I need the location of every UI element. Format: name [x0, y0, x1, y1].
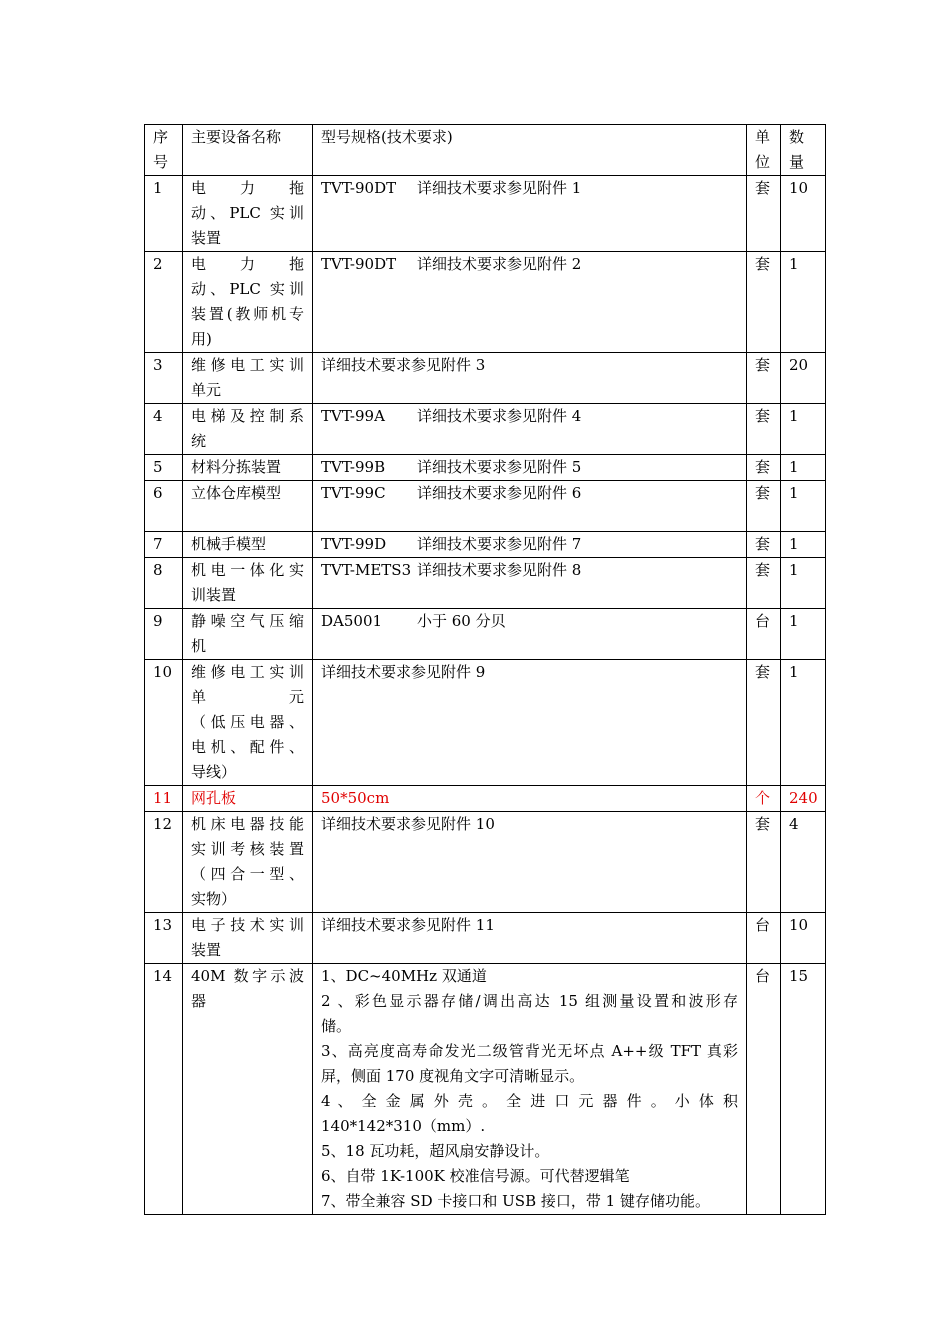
- quantity: 10: [781, 913, 826, 964]
- row-index: 11: [145, 786, 183, 812]
- equipment-name: [183, 609, 313, 660]
- table-row: [145, 353, 826, 404]
- equipment-spec: [313, 558, 747, 609]
- quantity: 240: [781, 786, 826, 812]
- spec-text: 详细技术要求参见附件 1: [417, 179, 582, 197]
- row-index: 5: [145, 455, 183, 481]
- spec-text: 详细技术要求参见附件 9: [321, 663, 486, 681]
- equipment-spec: [313, 481, 747, 532]
- equipment-spec: [313, 252, 747, 353]
- row-index: 14: [145, 964, 183, 1215]
- equipment-name-line: 动、PLC 实训: [191, 204, 304, 222]
- table-row: [145, 455, 826, 481]
- equipment-name: [183, 176, 313, 252]
- model-number: TVT-99D: [321, 535, 387, 553]
- equipment-table: [144, 124, 826, 1215]
- equipment-name: [183, 812, 313, 913]
- unit: 台: [747, 609, 781, 660]
- equipment-name-line: 维修电工实训: [191, 356, 304, 374]
- equipment-name-line: 维修电工实训: [191, 663, 304, 681]
- model-number: TVT-90DT: [321, 255, 397, 273]
- table-row: [145, 812, 826, 913]
- row-index: 1: [145, 176, 183, 252]
- header-qty: 数 量: [781, 125, 826, 176]
- equipment-spec: [313, 532, 747, 558]
- table-row: [145, 532, 826, 558]
- spec-text: 小于 60 分贝: [417, 612, 506, 630]
- model-number: TVT-METS3: [321, 561, 412, 579]
- equipment-spec: [313, 455, 747, 481]
- spec-text: 详细技术要求参见附件 10: [321, 815, 495, 833]
- spec-text: 50*50cm: [321, 789, 390, 807]
- equipment-name: [183, 786, 313, 812]
- unit: 套: [747, 532, 781, 558]
- spec-text: 详细技术要求参见附件 4: [417, 407, 582, 425]
- quantity: 4: [781, 812, 826, 913]
- table-row: [145, 252, 826, 353]
- table-row: [145, 660, 826, 786]
- header-unit: 单 位: [747, 125, 781, 176]
- row-index: 8: [145, 558, 183, 609]
- equipment-name-line: 机械手模型: [191, 535, 267, 553]
- quantity: 15: [781, 964, 826, 1215]
- table-row: [145, 913, 826, 964]
- model-number: DA5001: [321, 612, 383, 630]
- quantity: 1: [781, 455, 826, 481]
- equipment-name: [183, 964, 313, 1215]
- row-index: 4: [145, 404, 183, 455]
- spec-line: 6、自带 1K-100K 校准信号源。可代替逻辑笔: [321, 1167, 630, 1185]
- unit: 套: [747, 660, 781, 786]
- equipment-spec: [313, 404, 747, 455]
- equipment-name-line: 立体仓库模型: [191, 484, 282, 502]
- row-index: 2: [145, 252, 183, 353]
- table-row: [145, 176, 826, 252]
- unit: 台: [747, 913, 781, 964]
- equipment-name: [183, 404, 313, 455]
- spec-line: 2 、彩色显示器存储/调出高达 15 组测量设置和波形存: [321, 992, 738, 1010]
- equipment-name-line: 电机、配件、: [191, 738, 304, 756]
- quantity: 1: [781, 532, 826, 558]
- unit: 套: [747, 558, 781, 609]
- equipment-spec: [313, 609, 747, 660]
- equipment-spec: [313, 964, 747, 1215]
- equipment-name-line: 导线）: [191, 763, 237, 781]
- model-number: TVT-99A: [321, 407, 385, 425]
- equipment-spec: [313, 176, 747, 252]
- spec-text: 详细技术要求参见附件 2: [417, 255, 582, 273]
- equipment-name-line: 电 力 拖: [191, 255, 304, 273]
- equipment-name-line: （四合一型、: [191, 865, 304, 883]
- spec-line: 3、高亮度高寿命发光二级管背光无坏点 A++级 TFT 真彩: [321, 1042, 738, 1060]
- quantity: 1: [781, 558, 826, 609]
- equipment-name-line: 训装置: [191, 586, 237, 604]
- quantity: 1: [781, 609, 826, 660]
- table-row: [145, 964, 826, 1215]
- equipment-name-line: 单元: [191, 381, 222, 399]
- quantity: 10: [781, 176, 826, 252]
- row-index: 10: [145, 660, 183, 786]
- equipment-name-line: 实训考核装置: [191, 840, 304, 858]
- equipment-name-line: 器: [191, 992, 207, 1010]
- spec-line: 140*142*310（mm）.: [321, 1117, 486, 1135]
- equipment-name-line: 电梯及控制系: [191, 407, 304, 425]
- table-row: [145, 404, 826, 455]
- unit: 套: [747, 481, 781, 532]
- equipment-name: [183, 455, 313, 481]
- equipment-name-line: 实物）: [191, 890, 237, 908]
- equipment-spec: [313, 913, 747, 964]
- quantity: 20: [781, 353, 826, 404]
- unit: 套: [747, 252, 781, 353]
- equipment-name-line: 用): [191, 330, 212, 348]
- row-index: 12: [145, 812, 183, 913]
- equipment-name-line: 40M 数字示波: [191, 967, 304, 985]
- row-index: 3: [145, 353, 183, 404]
- unit: 套: [747, 812, 781, 913]
- equipment-name: [183, 252, 313, 353]
- unit: 个: [747, 786, 781, 812]
- equipment-name-line: 网孔板: [191, 789, 237, 807]
- row-index: 7: [145, 532, 183, 558]
- model-number: TVT-99C: [321, 484, 386, 502]
- equipment-name-line: 动、PLC 实训: [191, 280, 304, 298]
- spec-line: 4 、 全 金 属 外 壳 。 全 进 口 元 器 件 。 小 体 积: [321, 1092, 738, 1110]
- spec-text: 详细技术要求参见附件 11: [321, 916, 495, 934]
- equipment-spec: [313, 812, 747, 913]
- equipment-name: [183, 558, 313, 609]
- spec-text: 详细技术要求参见附件 3: [321, 356, 486, 374]
- equipment-name-line: 电子技术实训: [191, 916, 304, 934]
- equipment-spec: [313, 660, 747, 786]
- equipment-name-line: 装置: [191, 229, 222, 247]
- equipment-spec: [313, 786, 747, 812]
- equipment-name: [183, 660, 313, 786]
- spec-line: 7、带全兼容 SD 卡接口和 USB 接口，带 1 键存储功能。: [321, 1192, 710, 1210]
- header-name: 主要设备名称: [183, 125, 313, 176]
- quantity: 1: [781, 404, 826, 455]
- spec-text: 详细技术要求参见附件 8: [417, 561, 582, 579]
- spec-line: 储。: [321, 1017, 352, 1035]
- header-row: [145, 125, 826, 176]
- model-number: TVT-90DT: [321, 179, 397, 197]
- unit: 套: [747, 455, 781, 481]
- equipment-name-line: 机床电器技能: [191, 815, 304, 833]
- table-row: [145, 481, 826, 532]
- spec-text: 详细技术要求参见附件 5: [417, 458, 582, 476]
- row-index: 9: [145, 609, 183, 660]
- model-number: TVT-99B: [321, 458, 386, 476]
- table-row: [145, 786, 826, 812]
- equipment-name: [183, 481, 313, 532]
- equipment-name-line: 装置: [191, 941, 222, 959]
- spec-line: 5、18 瓦功耗，超风扇安静设计。: [321, 1142, 550, 1160]
- spec-line: 屏，侧面 170 度视角文字可清晰显示。: [321, 1067, 585, 1085]
- unit: 台: [747, 964, 781, 1215]
- row-index: 6: [145, 481, 183, 532]
- equipment-name-line: 材料分拣装置: [191, 458, 282, 476]
- equipment-spec: [313, 353, 747, 404]
- row-index: 13: [145, 913, 183, 964]
- table-row: [145, 609, 826, 660]
- equipment-name-line: 机: [191, 637, 207, 655]
- equipment-name-line: 电 力 拖: [191, 179, 304, 197]
- equipment-name-line: 装置(教师机专: [191, 305, 304, 323]
- header-spec: 型号规格(技术要求): [313, 125, 747, 176]
- equipment-name-line: 单元: [191, 688, 304, 706]
- unit: 套: [747, 176, 781, 252]
- equipment-name-line: 统: [191, 432, 207, 450]
- equipment-name-line: 机电一体化实: [191, 561, 304, 579]
- unit: 套: [747, 353, 781, 404]
- spec-text: 详细技术要求参见附件 7: [417, 535, 582, 553]
- equipment-name: [183, 532, 313, 558]
- equipment-name: [183, 913, 313, 964]
- unit: 套: [747, 404, 781, 455]
- quantity: 1: [781, 252, 826, 353]
- quantity: 1: [781, 660, 826, 786]
- spec-line: 1、DC~40MHz 双通道: [321, 967, 487, 985]
- header-index: 序 号: [145, 125, 183, 176]
- equipment-name-line: 静噪空气压缩: [191, 612, 304, 630]
- equipment-name: [183, 353, 313, 404]
- quantity: 1: [781, 481, 826, 532]
- equipment-name-line: （低压电器、: [191, 713, 304, 731]
- spec-text: 详细技术要求参见附件 6: [417, 484, 582, 502]
- table-row: [145, 558, 826, 609]
